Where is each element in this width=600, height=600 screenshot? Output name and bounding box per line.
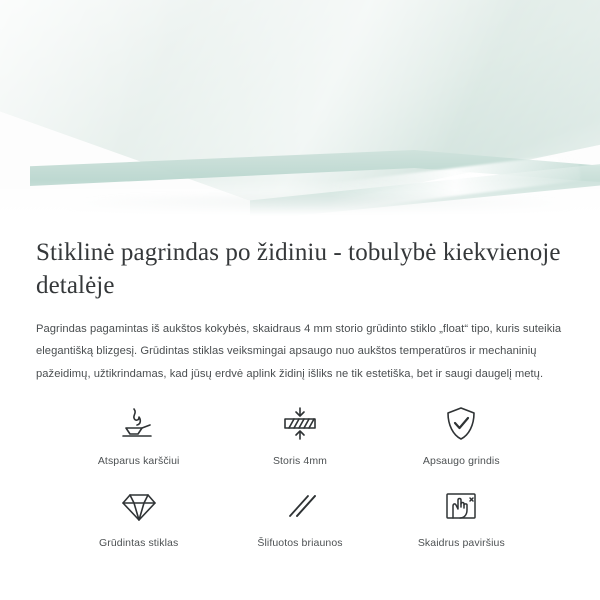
- clean-surface-icon: [437, 485, 485, 527]
- feature-item: [219, 485, 380, 549]
- shield-icon: [437, 403, 485, 445]
- diamond-icon: [115, 485, 163, 527]
- content-section: [0, 236, 600, 549]
- body-paragraph: Pagrindas pagamintas iš aukštos kokybės, skaidraus 4 mm storio grūdinto stiklo „float“ tipo, kuris suteikia elegantišką blizgesį. Grūdintas stiklas veiksmingai apsaugo nuo aukštos temperatūros ir mechaninių pažeidimų, užtikrindamas, kad jūsų erdvė aplink židinį išliks ne tik estetiška, bet ir saugi daugelį metų.: [36, 323, 562, 380]
- feature-item: [219, 403, 380, 467]
- feature-label: Šlifuotos briaunos: [257, 537, 343, 550]
- feature-grid: [36, 403, 564, 549]
- hero-image: [0, 0, 600, 222]
- feature-item: [58, 485, 219, 549]
- polished-edges-icon: [276, 485, 324, 527]
- page-title: Stiklinė pagrindas po židiniu - tobulybė kiekvienoje detalėje: [36, 239, 561, 299]
- feature-label: Storis 4mm: [272, 455, 328, 468]
- feature-label: Apsaugo grindis: [422, 455, 500, 468]
- feature-label: Atsparus karščiui: [97, 455, 180, 468]
- hero-bottom-fade: [0, 180, 600, 222]
- feature-item: [381, 403, 542, 467]
- thickness-icon: [276, 403, 324, 445]
- heat-resistant-icon: [115, 403, 163, 445]
- feature-item: [381, 485, 542, 549]
- feature-label: Skaidrus paviršius: [417, 537, 505, 550]
- feature-label: Grūdintas stiklas: [99, 537, 179, 550]
- feature-item: [58, 403, 219, 467]
